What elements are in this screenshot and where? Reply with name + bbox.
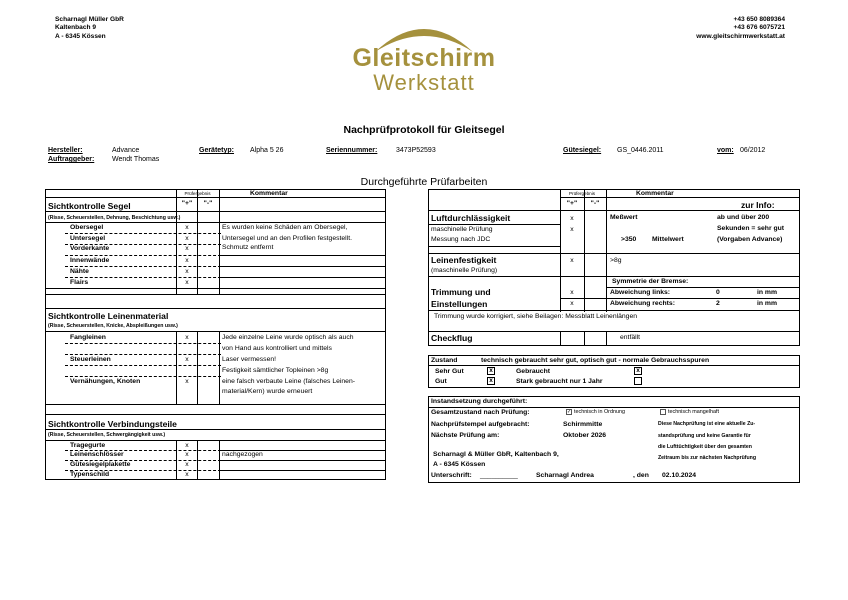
sehr-gut-checkbox[interactable]: x	[487, 367, 495, 375]
date-value: 02.10.2024	[662, 472, 697, 479]
luft-x2: x	[570, 226, 574, 233]
signature-line: __________	[480, 472, 518, 479]
luft-mittelwert: Mittelwert	[652, 236, 684, 243]
addr-line-2: A - 6345 Kössen	[433, 461, 486, 468]
mangel-checkbox[interactable]	[660, 409, 666, 415]
table-row: Festigkeit sämtlicher Topleinen >8g	[222, 367, 329, 374]
luft-info1: ab und über 200	[717, 214, 770, 221]
leinenfest-comment: >8g	[610, 257, 622, 264]
stempel-value: Schirmmitte	[563, 421, 603, 428]
addr-line-1: Scharnagl & Müller GbR, Kaltenbach 9,	[433, 451, 559, 458]
right-pruefergebnis-header: Prüfergebnis	[568, 191, 596, 196]
table-row: Nähte x	[70, 268, 189, 275]
table-row: Obersegel x Es wurden keine Schäden am Obersegel,	[70, 224, 348, 231]
disclaimer-1: Diese Nachprüfung ist eine aktuelle Zu-	[658, 421, 756, 427]
table-row: Untersegel x Untersegel und an den Profilen festgestellt.	[70, 235, 352, 242]
ok-checkbox[interactable]: ✓	[567, 409, 572, 415]
auftraggeber-label: Auftraggeber:	[48, 156, 95, 163]
gebraucht-label: Gebraucht	[516, 368, 550, 375]
sehr-gut-label: Sehr Gut	[435, 368, 464, 375]
leinenfest-x: x	[570, 257, 574, 264]
table-row: Flairs x	[70, 279, 189, 286]
right-kommentar-header: Kommentar	[636, 190, 674, 197]
geraetetyp-value: Alpha 5 26	[250, 147, 284, 154]
table-row: von Hand aus kontrolliert und mittels	[222, 345, 332, 352]
guetesiegel-value: GS_0446.2011	[617, 147, 664, 154]
section-title: Durchgeführte Prüfarbeiten	[360, 176, 488, 188]
ab-links-unit: in mm	[757, 289, 778, 296]
disclaimer-2: standsprüfung und keine Garantie für	[658, 433, 751, 439]
ok-label: technisch in Ordnung	[574, 409, 625, 415]
table-row: Typenschild x	[70, 471, 189, 478]
table-row: Tragegurte x	[70, 442, 189, 449]
kommentar-header: Kommentar	[250, 190, 288, 197]
logo-text-1: Gleitschirm	[352, 44, 496, 72]
verbindung-title: Sichtkontrolle Verbindungsteile	[48, 419, 177, 429]
table-row: Gütesiegelplakette x	[70, 461, 189, 468]
luft-title: Luftdurchlässigkeit	[431, 213, 511, 223]
phone-1: +43 650 8089364	[733, 16, 785, 23]
ab-links-label: Abweichung links:	[610, 289, 671, 296]
company-contact	[696, 16, 785, 41]
table-row: Vorderkante x Schmutz entfernt	[70, 244, 274, 252]
unterschrift-label: Unterschrift:	[431, 472, 472, 479]
checkflug-comment: entfällt	[620, 334, 641, 341]
seriennummer-value: 3473P52593	[396, 147, 436, 154]
vom-value: 06/2012	[740, 147, 766, 154]
company-street: Kaltenbach 9	[55, 24, 97, 32]
minus-header: "-"	[203, 200, 213, 207]
zustand-label: Zustand	[431, 357, 458, 364]
segel-sub: (Risse, Scheuerstellen, Dehnung, Beschichtung usw.)	[48, 215, 181, 221]
website: www.gleitschirmwerkstatt.at	[696, 32, 785, 40]
right-plus-header: "+"	[566, 200, 578, 207]
stark-checkbox[interactable]	[634, 377, 642, 385]
table-row: Steuerleinen x Laser vermessen!	[70, 356, 277, 363]
gebraucht-checkbox[interactable]: x	[634, 367, 642, 375]
gesamt-label: Gesamtzustand nach Prüfung:	[431, 409, 530, 416]
stempel-label: Nachprüfstempel aufgebracht:	[431, 421, 530, 428]
den-label: , den	[633, 472, 649, 479]
geraetetyp-label: Gerätetyp:	[199, 147, 235, 154]
checkflug-title: Checkflug	[431, 333, 473, 343]
seriennummer-label: Seriennummer:	[326, 147, 378, 154]
right-minus-header: "-"	[590, 200, 600, 207]
plus-header: "+"	[181, 200, 193, 207]
leinen-sub: (Risse, Scheuerstellen, Knicke, Abspleißungen usw.)	[48, 323, 178, 329]
company-name: Scharnagl Müller GbR	[55, 16, 124, 23]
pruefergebnis-header: Prüfergebnis	[184, 191, 211, 196]
trimm-x2: x	[570, 300, 574, 307]
company-address	[55, 16, 124, 41]
ab-rechts-unit: in mm	[757, 300, 778, 307]
auftraggeber-value: Wendt Thomas	[112, 156, 160, 163]
trimm-title-2: Einstellungen	[431, 299, 488, 309]
disclaimer-3: die Lufttüchtigkeit über den gesamten	[658, 444, 752, 450]
zur-info-label: zur Info:	[741, 200, 775, 210]
luft-line2: maschinelle Prüfung	[431, 226, 493, 233]
mangel-label: technisch mangelhaft	[668, 409, 719, 415]
trimm-title-1: Trimmung und	[431, 287, 491, 297]
hersteller-field: Hersteller:	[48, 147, 83, 154]
ab-rechts-label: Abweichung rechts:	[610, 300, 675, 307]
luft-wert: >350	[621, 236, 637, 243]
logo-text-2: Werkstatt	[373, 70, 475, 95]
table-row: Vernähungen, Knoten x eine falsch verbaute Leine (falsches Leinen-	[70, 378, 356, 385]
guetesiegel-label: Gütesiegel:	[563, 147, 602, 154]
phone-2: +43 676 6075721	[733, 24, 785, 32]
luft-info3: (Vorgaben Advance)	[717, 236, 783, 243]
instand-label: Instandsetzung durchgeführt:	[431, 398, 528, 405]
table-row: Innenwände x	[70, 257, 189, 264]
table-row: Leinenschlösser x nachgezogen	[70, 451, 263, 458]
leinen-title: Sichtkontrolle Leinenmaterial	[48, 311, 169, 321]
trimm-x1: x	[570, 289, 574, 296]
segel-title: Sichtkontrolle Segel	[48, 201, 131, 211]
luft-messwert: Meßwert	[610, 214, 638, 221]
luft-x1: x	[570, 215, 574, 222]
gut-checkbox[interactable]: x	[487, 377, 495, 385]
ab-rechts-value: 2	[716, 300, 720, 307]
zustand-desc: technisch gebraucht sehr gut, optisch gut - normale Gebrauchsspuren	[481, 357, 710, 364]
naechste-value: Oktober 2026	[563, 432, 607, 439]
verbindung-sub: (Risse, Scheuerstellen, Schwergängigkeit usw.)	[48, 432, 166, 438]
table-row: material/Kern) wurde erneuert	[222, 388, 313, 395]
signer-name: Scharnagl Andrea	[536, 472, 594, 479]
luft-line3: Messung nach JDC	[431, 236, 491, 243]
disclaimer-4: Zeitraum bis zur nächsten Nachprüfung	[658, 455, 756, 461]
luft-info2: Sekunden = sehr gut	[717, 225, 785, 232]
ab-links-value: 0	[716, 289, 720, 296]
gut-label: Gut	[435, 378, 447, 385]
stark-label: Stark gebraucht nur 1 Jahr	[516, 378, 603, 385]
leinenfest-sub: (maschinelle Prüfung)	[431, 267, 498, 274]
hersteller-value: Advance	[112, 147, 140, 154]
trimm-note: Trimmung wurde korrigiert, siehe Beilagen: Messblatt Leinenlängen	[434, 313, 638, 320]
vom-label: vom:	[717, 147, 734, 154]
leinenfest-title: Leinenfestigkeit	[431, 255, 497, 265]
table-row: Fangleinen x Jede einzelne Leine wurde optisch als auch	[70, 334, 354, 341]
company-city: A - 6345 Kössen	[55, 32, 106, 40]
document-title: Nachprüfprotokoll für Gleitsegel	[343, 124, 505, 136]
symmetrie-label: Symmetrie der Bremse:	[612, 278, 689, 285]
naechste-label: Nächste Prüfung am:	[431, 432, 500, 439]
